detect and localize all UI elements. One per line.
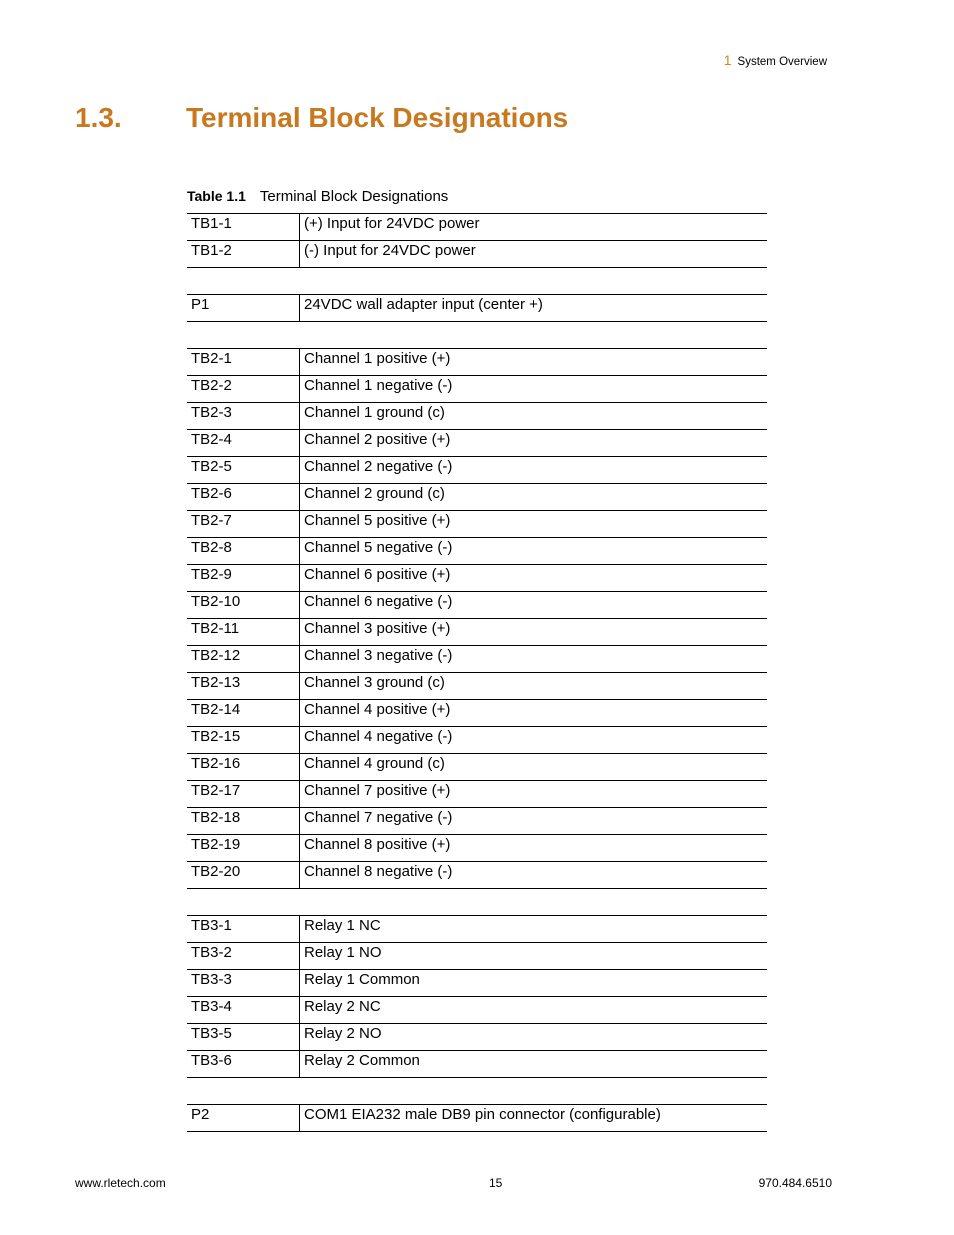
terminal-id-cell: TB2-13 [187, 673, 300, 700]
terminal-id-cell: TB2-12 [187, 646, 300, 673]
group-spacer [187, 889, 767, 916]
terminal-description-cell: Channel 5 positive (+) [300, 511, 768, 538]
terminal-id-cell: TB3-3 [187, 970, 300, 997]
terminal-description-cell: Channel 1 positive (+) [300, 349, 768, 376]
section-heading [75, 102, 568, 134]
group-spacer-cell [187, 322, 767, 349]
terminal-id-cell: TB2-20 [187, 862, 300, 889]
table-row [187, 376, 767, 403]
terminal-id-cell: TB1-2 [187, 241, 300, 268]
terminal-description-cell: (-) Input for 24VDC power [300, 241, 768, 268]
table-row [187, 1051, 767, 1078]
terminal-description-cell: Channel 1 negative (-) [300, 376, 768, 403]
terminal-id-cell: TB3-5 [187, 1024, 300, 1051]
group-spacer [187, 1078, 767, 1105]
table-row [187, 808, 767, 835]
terminal-id-cell: TB3-1 [187, 916, 300, 943]
table-row [187, 916, 767, 943]
terminal-id-cell: TB2-18 [187, 808, 300, 835]
table-row [187, 565, 767, 592]
terminal-description-cell: Channel 6 positive (+) [300, 565, 768, 592]
table-row [187, 673, 767, 700]
terminal-description-cell: Relay 2 NO [300, 1024, 768, 1051]
terminal-id-cell: TB2-2 [187, 376, 300, 403]
chapter-number: 1 [723, 52, 732, 68]
running-header [724, 52, 827, 68]
table-row [187, 646, 767, 673]
chapter-title: System Overview [737, 56, 827, 68]
terminal-description-cell: Relay 2 NC [300, 997, 768, 1024]
terminal-id-cell: TB3-4 [187, 997, 300, 1024]
terminal-id-cell: P2 [187, 1105, 300, 1132]
terminal-id-cell: TB2-11 [187, 619, 300, 646]
table-row [187, 1105, 767, 1132]
table-row [187, 835, 767, 862]
terminal-description-cell: Channel 1 ground (c) [300, 403, 768, 430]
group-spacer [187, 268, 767, 295]
table-row [187, 943, 767, 970]
terminal-id-cell: TB2-6 [187, 484, 300, 511]
terminal-description-cell: 24VDC wall adapter input (center +) [300, 295, 768, 322]
table-row [187, 592, 767, 619]
group-spacer-cell [187, 1078, 767, 1105]
table-row [187, 619, 767, 646]
terminal-description-cell: (+) Input for 24VDC power [300, 214, 768, 241]
table-row [187, 727, 767, 754]
terminal-id-cell: TB2-7 [187, 511, 300, 538]
terminal-id-cell: TB3-6 [187, 1051, 300, 1078]
terminal-description-cell: Channel 4 negative (-) [300, 727, 768, 754]
terminal-description-cell: Channel 2 negative (-) [300, 457, 768, 484]
table-row [187, 754, 767, 781]
group-spacer [187, 322, 767, 349]
table-row [187, 403, 767, 430]
terminal-description-cell: Channel 3 negative (-) [300, 646, 768, 673]
terminal-description-cell: Channel 4 positive (+) [300, 700, 768, 727]
table-row [187, 781, 767, 808]
terminal-description-cell: Channel 6 negative (-) [300, 592, 768, 619]
terminal-description-cell: COM1 EIA232 male DB9 pin connector (configurable) [300, 1105, 768, 1132]
terminal-description-cell: Relay 1 NC [300, 916, 768, 943]
table-caption-title: Terminal Block Designations [259, 188, 449, 205]
terminal-id-cell: TB2-8 [187, 538, 300, 565]
terminal-id-cell: TB1-1 [187, 214, 300, 241]
table-row [187, 538, 767, 565]
table-caption [187, 188, 448, 205]
terminal-description-cell: Channel 3 ground (c) [300, 673, 768, 700]
terminal-id-cell: TB2-5 [187, 457, 300, 484]
terminal-id-cell: TB2-17 [187, 781, 300, 808]
terminal-description-cell: Relay 2 Common [300, 1051, 768, 1078]
terminal-description-cell: Channel 7 positive (+) [300, 781, 768, 808]
terminal-id-cell: TB2-1 [187, 349, 300, 376]
footer-phone: 970.484.6510 [758, 1176, 832, 1190]
table-row [187, 214, 767, 241]
terminal-id-cell: TB2-16 [187, 754, 300, 781]
terminal-id-cell: TB2-3 [187, 403, 300, 430]
terminal-id-cell: TB2-4 [187, 430, 300, 457]
terminal-description-cell: Channel 8 positive (+) [300, 835, 768, 862]
section-title: Terminal Block Designations [186, 102, 569, 133]
section-number: 1.3. [75, 102, 122, 133]
terminal-id-cell: TB2-10 [187, 592, 300, 619]
table-row [187, 862, 767, 889]
group-spacer-cell [187, 889, 767, 916]
terminal-description-cell: Channel 7 negative (-) [300, 808, 768, 835]
terminal-id-cell: TB2-19 [187, 835, 300, 862]
terminal-description-cell: Channel 2 ground (c) [300, 484, 768, 511]
terminal-block-table [187, 213, 767, 1132]
group-spacer-cell [187, 268, 767, 295]
footer-page-number: 15 [489, 1176, 503, 1190]
table-row [187, 295, 767, 322]
table-row [187, 970, 767, 997]
table-row [187, 511, 767, 538]
table-row [187, 484, 767, 511]
terminal-id-cell: TB2-14 [187, 700, 300, 727]
table-row [187, 349, 767, 376]
terminal-description-cell: Channel 3 positive (+) [300, 619, 768, 646]
table-row [187, 997, 767, 1024]
table-row [187, 1024, 767, 1051]
table-row [187, 457, 767, 484]
terminal-id-cell: P1 [187, 295, 300, 322]
terminal-description-cell: Channel 2 positive (+) [300, 430, 768, 457]
terminal-description-cell: Channel 4 ground (c) [300, 754, 768, 781]
terminal-description-cell: Channel 8 negative (-) [300, 862, 768, 889]
footer-website: www.rletech.com [75, 1176, 166, 1190]
terminal-id-cell: TB2-9 [187, 565, 300, 592]
table-row [187, 241, 767, 268]
terminal-description-cell: Relay 1 NO [300, 943, 768, 970]
terminal-description-cell: Channel 5 negative (-) [300, 538, 768, 565]
table-caption-label: Table 1.1 [187, 188, 246, 204]
terminal-id-cell: TB3-2 [187, 943, 300, 970]
table-row [187, 430, 767, 457]
table-row [187, 700, 767, 727]
terminal-id-cell: TB2-15 [187, 727, 300, 754]
terminal-description-cell: Relay 1 Common [300, 970, 768, 997]
